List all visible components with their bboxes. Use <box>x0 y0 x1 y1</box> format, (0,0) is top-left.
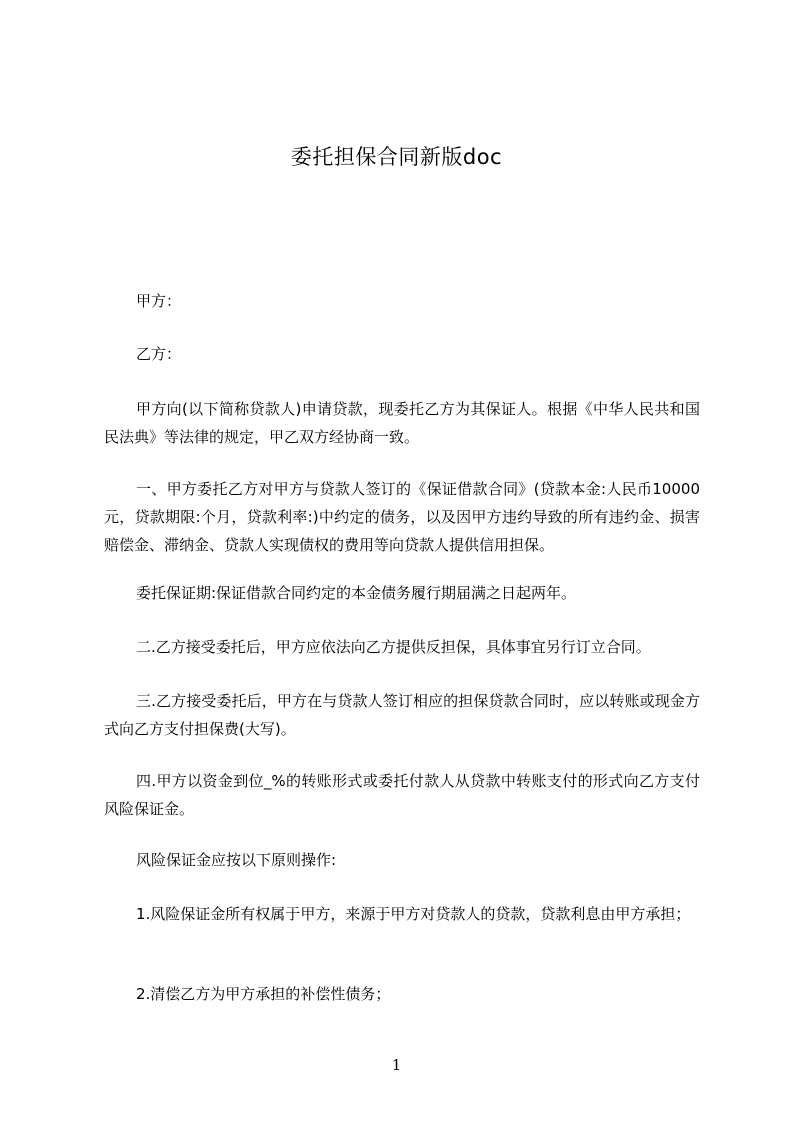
party-a-line: 甲方： <box>136 292 182 310</box>
document-title: 委托担保合同新版doc <box>290 145 503 169</box>
guarantee-period-paragraph: 委托保证期:保证借款合同约定的本金债务履行期届满之日起两年。 <box>136 584 577 602</box>
principle-1-paragraph: 1.风险保证金所有权属于甲方，来源于甲方对贷款人的贷款，贷款利息由甲方承担； <box>136 905 691 923</box>
clause-3-paragraph: 三.乙方接受委托后，甲方在与贷款人签订相应的担保贷款合同时，应以转账或现金方式向乙方支付担保费(大写)。 <box>104 692 700 738</box>
intro-paragraph: 甲方向(以下简称贷款人)申请贷款，现委托乙方为其保证人。根据《中华人民共和国民法典》等法律的规定，甲乙双方经协商一致。 <box>104 400 700 446</box>
clause-2-paragraph: 二.乙方接受委托后，甲方应依法向乙方提供反担保，具体事宜另行订立合同。 <box>136 638 651 656</box>
party-b-line: 乙方： <box>136 345 182 363</box>
page-number: 1 <box>391 1056 402 1074</box>
risk-principles-heading: 风险保证金应按以下原则操作: <box>136 851 337 869</box>
clause-4-paragraph: 四.甲方以资金到位_%的转账形式或委托付款人从贷款中转账支付的形式向乙方支付风险保证金。 <box>104 772 700 818</box>
clause-1-paragraph: 一、甲方委托乙方对甲方与贷款人签订的《保证借款合同》(贷款本金:人民币10000元，贷款期限:个月，贷款利率:)中约定的债务，以及因甲方违约导致的所有违约金、损害赔偿金、滞纳金、贷款人实现债权的费用等向贷款人提供信用担保。 <box>104 480 700 554</box>
principle-2-paragraph: 2.清偿乙方为甲方承担的补偿性债务； <box>136 985 391 1003</box>
